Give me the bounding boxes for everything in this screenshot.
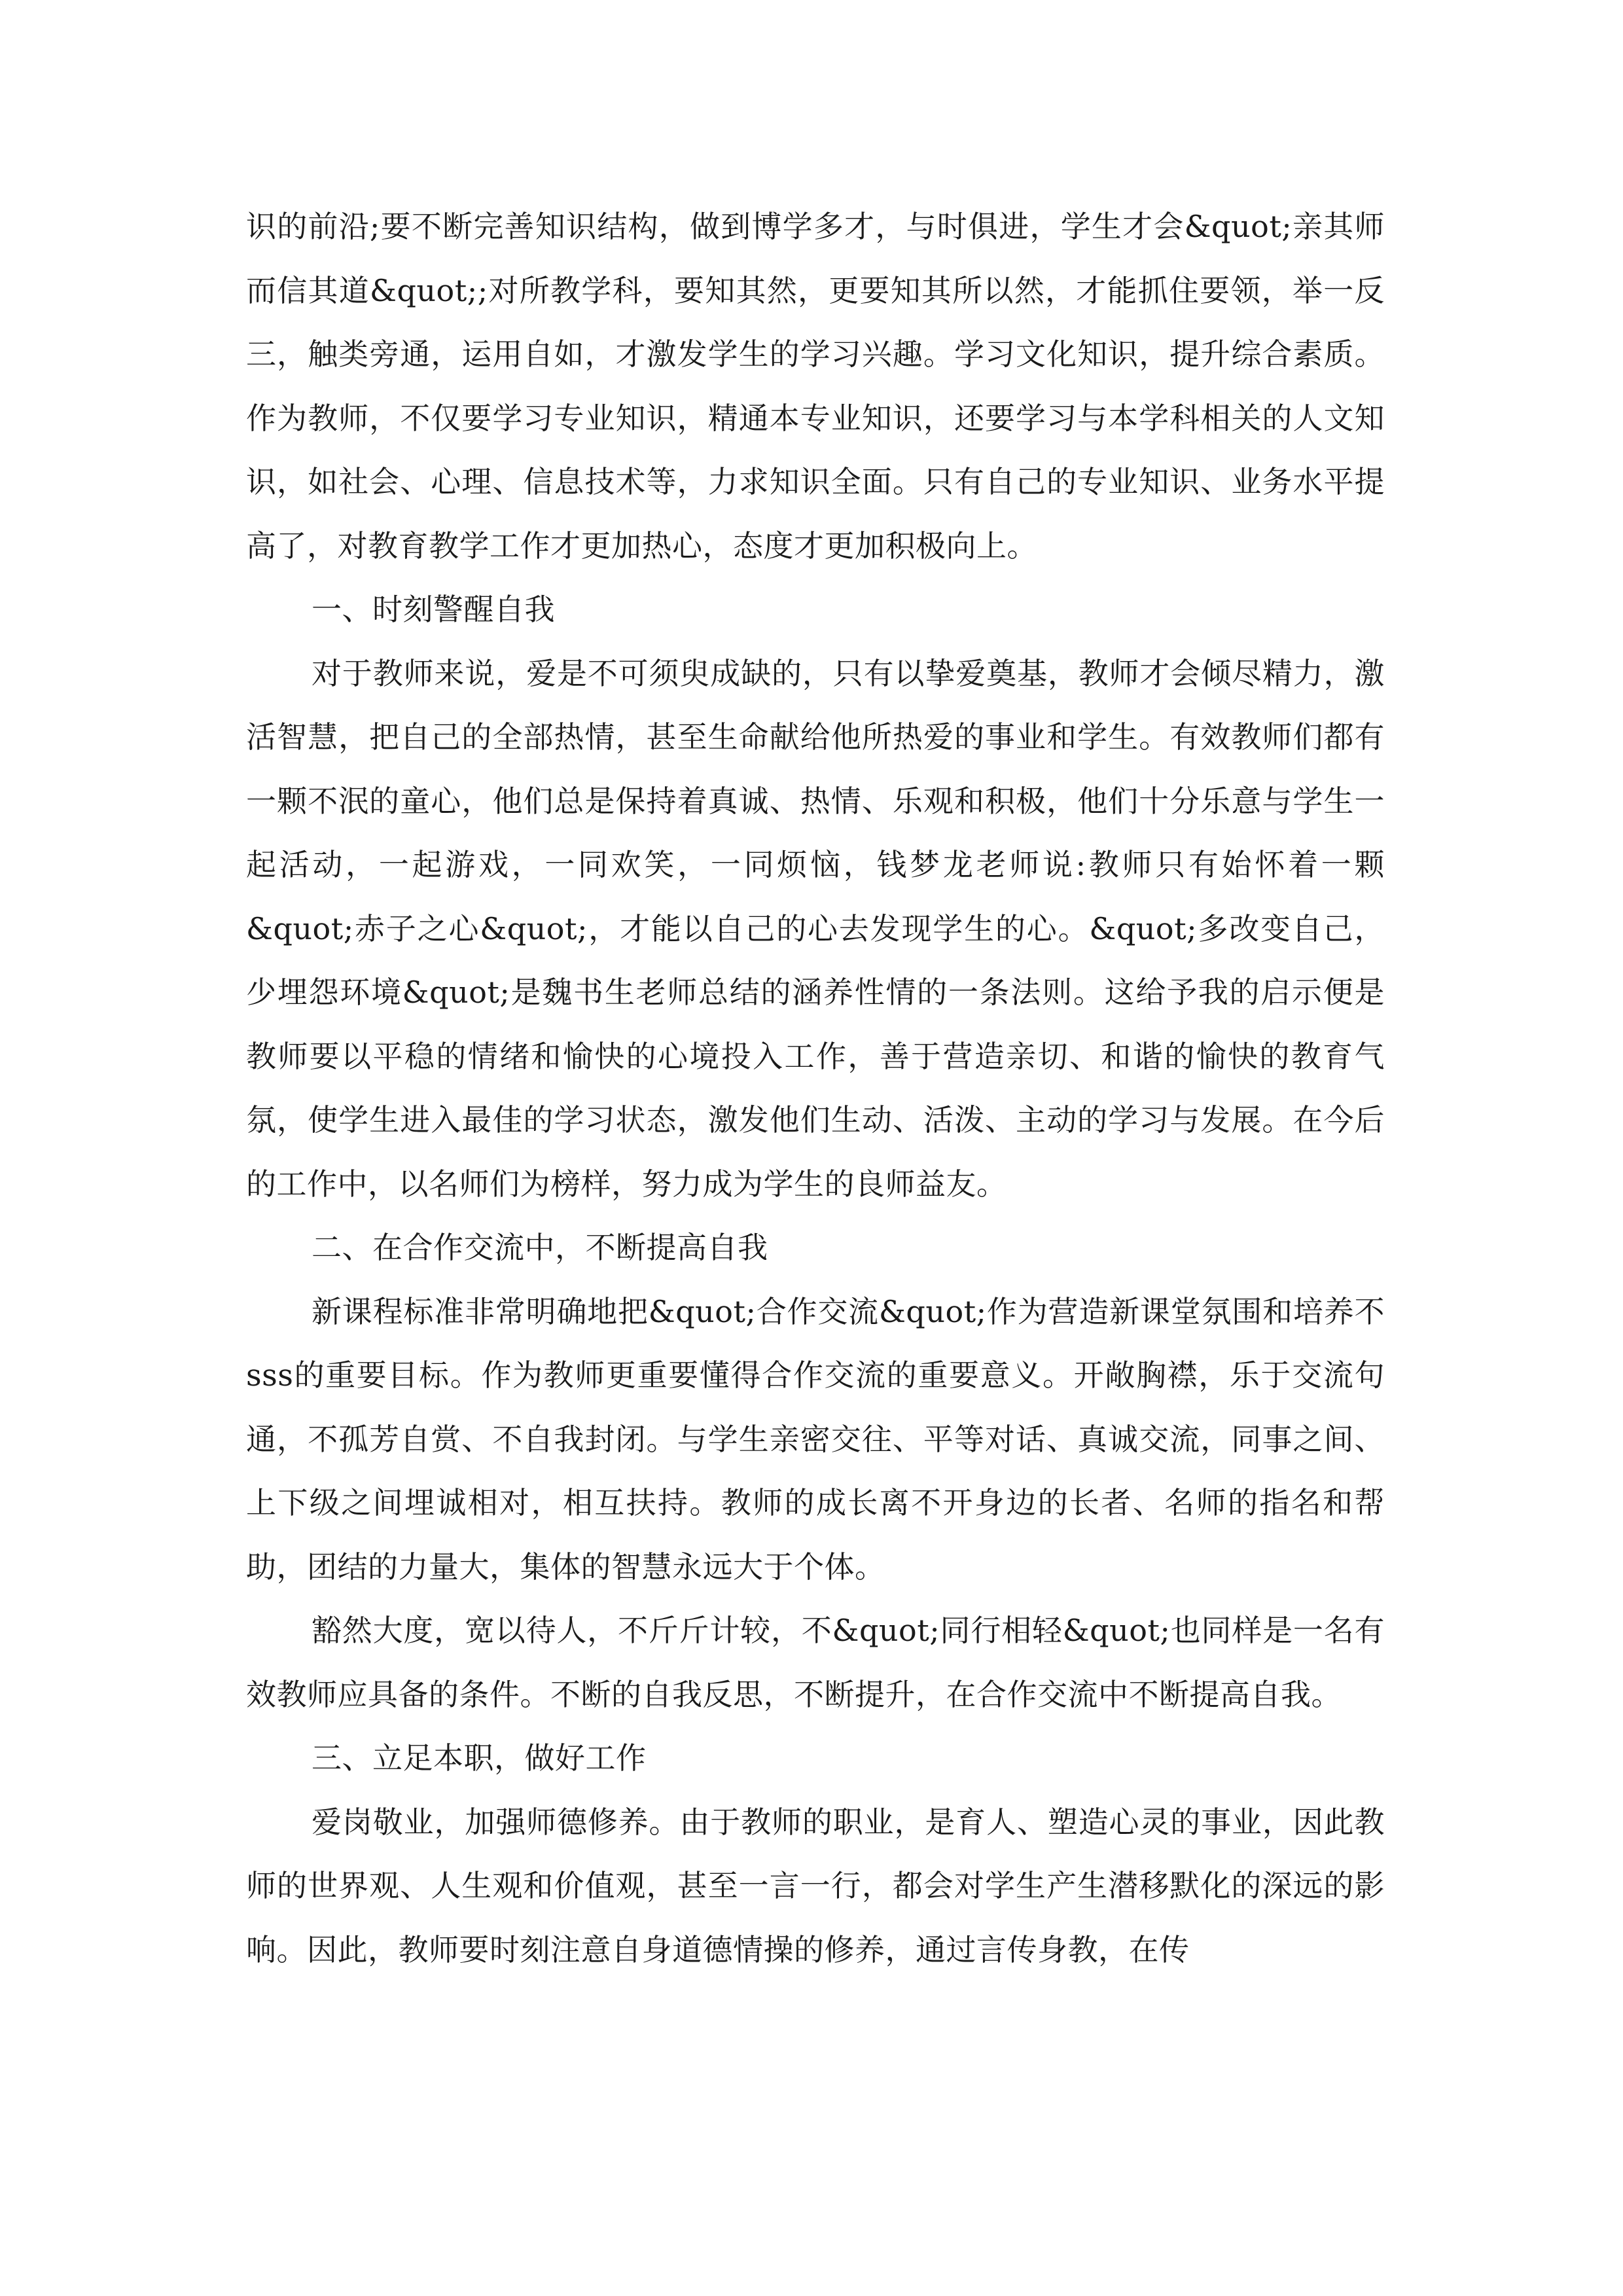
paragraph-love-of-teaching: 对于教师来说，爱是不可须臾成缺的，只有以挚爱奠基，教师才会倾尽精力，激活智慧，把自己的全部热情，甚至生命献给他所热爱的事业和学生。有效教师们都有一颗不泯的童心，他们总是保持着真诚、热情、乐观和积极，他们十分乐意与学生一起活动，一起游戏，一同欢笑，一同烦恼，钱梦龙老师说:教师只有始怀着一颗&quot;赤子之心&quot;，才能以自己的心去发现学生的心。&quot;多改变自己，少埋怨环境&quot;是魏书生老师总结的涵养性情的一条法则。这给予我的启示便是教师要以平稳的情绪和愉快的心境投入工作，善于营造亲切、和谐的愉快的教育气氛，使学生进入最佳的学习状态，激发他们生动、活泼、主动的学习与发展。在今后的工作中，以名师们为榜样，努力成为学生的良师益友。 xyxy=(246,655,1385,1202)
section-heading-2: 二、在合作交流中，不断提高自我 xyxy=(312,1230,768,1265)
paragraph-cooperation: 新课程标准非常明确地把&quot;合作交流&quot;作为营造新课堂氛围和培养不sss的重要目标。作为教师更重要懂得合作交流的重要意义。开敞胸襟，乐于交流句通，不孤芳自赏、不自我封闭。与学生亲密交往、平等对话、真诚交流，同事之间、上下级之间埋诚相对，相互扶持。教师的成长离不开身边的长者、名师的指名和帮助，团结的力量大，集体的智慧永远大于个体。 xyxy=(246,1293,1385,1585)
document-body xyxy=(246,195,1385,1982)
paragraph-dedication: 爱岗敬业，加强师德修养。由于教师的职业，是育人、塑造心灵的事业，因此教师的世界观、人生观和价值观，甚至一言一行，都会对学生产生潜移默化的深远的影响。因此，教师要时刻注意自身道德情操的修养，通过言传身教，在传 xyxy=(246,1804,1385,1967)
paragraph-continuation: 识的前沿;要不断完善知识结构，做到博学多才，与时俱进，学生才会&quot;亲其师而信其道&quot;;对所教学科，要知其然，更要知其所以然，才能抓住要领，举一反三，触类旁通，运用自如，才激发学生的学习兴趣。学习文化知识，提升综合素质。作为教师，不仅要学习专业知识，精通本专业知识，还要学习与本学科相关的人文知识，如社会、心理、信息技术等，力求知识全面。只有自己的专业知识、业务水平提高了，对教育教学工作才更加热心，态度才更加积极向上。 xyxy=(246,209,1385,564)
section-heading-3: 三、立足本职，做好工作 xyxy=(312,1740,647,1776)
section-heading-1: 一、时刻警醒自我 xyxy=(312,592,555,627)
paragraph-tolerance: 豁然大度，宽以待人，不斤斤计较，不&quot;同行相轻&quot;也同样是一名有效教师应具备的条件。不断的自我反思，不断提升，在合作交流中不断提高自我。 xyxy=(246,1613,1385,1712)
